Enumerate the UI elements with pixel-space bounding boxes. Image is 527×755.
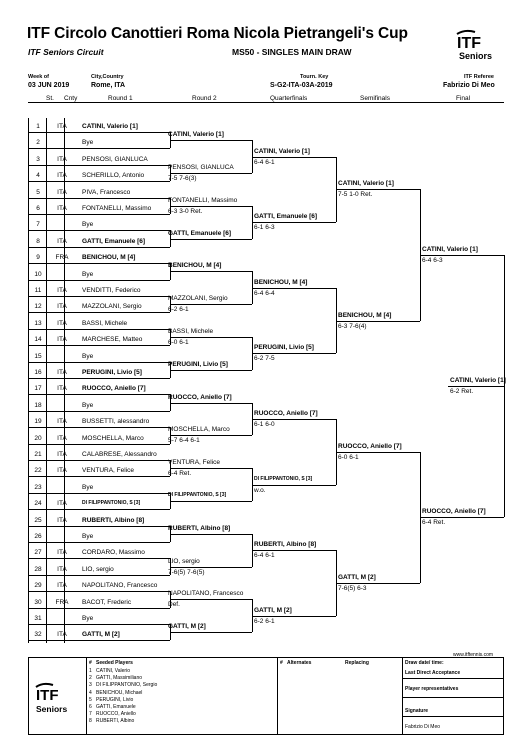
qf-line bbox=[252, 550, 336, 551]
round1-position: 20 bbox=[34, 434, 42, 442]
round2-score: 6-4 Ret. bbox=[168, 470, 192, 478]
alternates-header: Alternates bbox=[287, 660, 312, 666]
round2-line bbox=[170, 403, 252, 404]
round1-line bbox=[28, 460, 170, 461]
seed-number: 3 bbox=[89, 682, 92, 689]
round2-score: Def. bbox=[168, 601, 180, 609]
col-final: Final bbox=[456, 95, 471, 102]
week-label: Week of bbox=[28, 74, 49, 80]
round1-line bbox=[28, 296, 170, 297]
round1-position: 19 bbox=[34, 418, 42, 426]
round1-player: PENSOSI, GIANLUCA bbox=[82, 155, 148, 163]
round2-player: DI FILIPPANTONIO, S [3] bbox=[168, 492, 227, 498]
round1-player: Bye bbox=[82, 139, 94, 147]
qf-player: GATTI, M [2] bbox=[254, 606, 292, 614]
champion-name: CATINI, Valerio [1] bbox=[450, 377, 506, 385]
sf-line bbox=[336, 321, 420, 322]
round2-player: CATINI, Valerio [1] bbox=[168, 131, 224, 139]
round1-line bbox=[28, 444, 170, 445]
week-value: 03 JUN 2019 bbox=[28, 82, 70, 89]
round1-player: CORDARO, Massimo bbox=[82, 549, 145, 557]
round1-country: ITA bbox=[57, 516, 67, 524]
round1-line bbox=[28, 214, 170, 215]
round1-position: 11 bbox=[34, 287, 42, 294]
round1-position: 6 bbox=[36, 205, 40, 212]
round2-line bbox=[170, 435, 252, 436]
sf-player: RUOCCO, Aniello [7] bbox=[338, 442, 402, 450]
round2-line bbox=[170, 140, 252, 141]
round2-line bbox=[170, 206, 252, 207]
final-connector bbox=[504, 255, 505, 517]
qf-line bbox=[252, 222, 336, 223]
qf-player: CATINI, Valerio [1] bbox=[254, 147, 310, 155]
qf-score: 6-2 6-1 bbox=[254, 617, 275, 625]
seed-player-name: GATTI, Massimiliano bbox=[96, 675, 143, 682]
svg-text:Seniors: Seniors bbox=[459, 51, 493, 61]
key-label: Tourn. Key bbox=[300, 74, 329, 80]
round1-line bbox=[28, 148, 170, 149]
round1-position: 3 bbox=[36, 155, 40, 163]
round1-country: ITA bbox=[57, 434, 67, 442]
round1-line bbox=[28, 558, 170, 559]
round1-line bbox=[28, 411, 170, 412]
round1-position: 9 bbox=[36, 254, 40, 262]
round2-line bbox=[170, 567, 252, 568]
round1-line bbox=[28, 591, 170, 592]
round1-line bbox=[28, 247, 170, 248]
round2-player: MAZZOLANI, Sergio bbox=[168, 295, 228, 303]
seed-number: 2 bbox=[89, 675, 92, 682]
seed-player-name: DI FILIPPANTONIO, Sergio bbox=[96, 682, 158, 689]
round1-player: Bye bbox=[82, 533, 94, 540]
referee-label: ITF Referee bbox=[464, 74, 494, 80]
signature-label: Signature bbox=[405, 708, 429, 714]
round1-player: BACOT, Frederic bbox=[82, 598, 132, 606]
round1-country: ITA bbox=[57, 385, 67, 393]
svg-text:Seniors: Seniors bbox=[36, 704, 68, 714]
qf-player: BENICHOU, M [4] bbox=[254, 278, 308, 286]
round1-country: FRA bbox=[55, 254, 69, 262]
qf-score: 6-1 6-3 bbox=[254, 224, 275, 232]
round1-player: VENDITTI, Federico bbox=[82, 287, 141, 294]
round1-line bbox=[28, 509, 170, 510]
round1-player: NAPOLITANO, Francesco bbox=[82, 582, 158, 590]
round1-position: 27 bbox=[34, 549, 42, 557]
footer-row-line bbox=[402, 697, 504, 698]
col-cnty: Cnty bbox=[64, 95, 78, 102]
qf-score: w.o. bbox=[254, 486, 266, 494]
round1-player: Bye bbox=[82, 401, 94, 409]
round1-player: Bye bbox=[82, 483, 94, 491]
key-value: S-G2-ITA-03A-2019 bbox=[270, 82, 333, 89]
round1-country: ITA bbox=[57, 451, 67, 458]
seed-player-name: CATINI, Valerio bbox=[96, 668, 130, 674]
final-score: 6-4 Ret. bbox=[422, 519, 446, 527]
round2-score: 7-5 7-6(3) bbox=[168, 175, 197, 182]
sf-line bbox=[336, 452, 420, 453]
round2-score: 7-6(5) 7-6(5) bbox=[168, 568, 205, 576]
round1-position: 23 bbox=[34, 483, 42, 491]
website-text: www.itftennis.com bbox=[453, 652, 494, 658]
round2-line bbox=[170, 271, 252, 272]
last-da-label: Last Direct Acceptance bbox=[405, 670, 461, 676]
round1-position: 26 bbox=[34, 533, 42, 540]
round2-line bbox=[170, 501, 252, 502]
round1-position: 30 bbox=[34, 598, 42, 606]
seed-player-name: RUBERTI, Albino bbox=[96, 718, 135, 725]
page-title: ITF Circolo Canottieri Roma Nicola Pietrangeli's Cup bbox=[27, 25, 408, 42]
seeded-header: Seeded Players bbox=[96, 660, 133, 666]
round1-line bbox=[28, 165, 170, 166]
champion-score: 6-2 Ret. bbox=[450, 388, 474, 396]
sf-score: 7-6(5) 6-3 bbox=[338, 585, 367, 592]
qf-line bbox=[252, 353, 336, 354]
sf-score: 7-5 1-0 Ret. bbox=[338, 191, 373, 199]
final-player: CATINI, Valerio [1] bbox=[422, 246, 478, 253]
round1-line bbox=[28, 493, 170, 494]
round1-position: 14 bbox=[34, 336, 42, 344]
round2-player: MOSCHELLA, Marco bbox=[168, 426, 230, 434]
round1-position: 4 bbox=[36, 172, 40, 180]
sf-player: BENICHOU, M [4] bbox=[338, 311, 392, 319]
footer-divider bbox=[277, 657, 278, 735]
qf-player: GATTI, Emanuele [6] bbox=[254, 213, 318, 221]
replacing-header: Replacing bbox=[345, 660, 369, 666]
qf-line bbox=[252, 288, 336, 289]
qf-player: RUBERTI, Albino [8] bbox=[254, 541, 317, 549]
svg-text:ITF: ITF bbox=[36, 687, 59, 704]
qf-score: 6-4 6-4 bbox=[254, 289, 275, 297]
round1-player: DI FILIPPANTONIO, S [3] bbox=[82, 500, 141, 507]
round1-position: 29 bbox=[34, 582, 42, 590]
round2-line bbox=[170, 632, 252, 633]
round1-position: 25 bbox=[34, 516, 42, 524]
col-round2: Round 2 bbox=[192, 95, 217, 102]
round1-country: ITA bbox=[57, 418, 67, 426]
round2-player: RUOCCO, Aniello [7] bbox=[168, 393, 232, 401]
round1-player: GATTI, Emanuele [6] bbox=[82, 237, 146, 245]
round2-player: RUBERTI, Albino [8] bbox=[168, 524, 231, 532]
round1-player: CATINI, Valerio [1] bbox=[82, 123, 138, 130]
sf-line bbox=[336, 189, 420, 190]
round1-country: ITA bbox=[57, 582, 67, 590]
footer-row-line bbox=[402, 716, 504, 717]
svg-text:ITF: ITF bbox=[457, 35, 481, 52]
player-reps-label: Player representatives bbox=[405, 686, 459, 692]
round2-player: BASSI, Michele bbox=[168, 328, 214, 335]
qf-player: DI FILIPPANTONIO, S [3] bbox=[254, 475, 313, 482]
round2-line bbox=[170, 599, 252, 600]
round2-player: GATTI, Emanuele [6] bbox=[168, 229, 232, 237]
round1-country: ITA bbox=[57, 155, 67, 163]
round1-country: ITA bbox=[57, 237, 67, 245]
round1-player: MARCHESE, Matteo bbox=[82, 336, 143, 344]
round2-line bbox=[170, 337, 252, 338]
round2-score: 5-7 6-4 6-1 bbox=[168, 437, 200, 445]
round1-position: 5 bbox=[36, 188, 40, 196]
round1-country: ITA bbox=[57, 172, 67, 180]
round1-country: ITA bbox=[57, 631, 67, 639]
round1-position: 31 bbox=[34, 615, 42, 622]
sf-score: 6-0 6-1 bbox=[338, 453, 359, 461]
round1-player: BUSSETTI, alessandro bbox=[82, 418, 150, 426]
round2-line bbox=[170, 534, 252, 535]
col-st: St. bbox=[46, 95, 54, 102]
round1-position: 32 bbox=[34, 631, 42, 639]
sf-player: CATINI, Valerio [1] bbox=[338, 180, 394, 188]
round2-line bbox=[170, 239, 252, 240]
seed-number: 8 bbox=[89, 718, 92, 725]
round2-line bbox=[170, 370, 252, 371]
round1-country: ITA bbox=[57, 188, 67, 196]
signer-name: Fabrizio Di Meo bbox=[405, 724, 441, 730]
round1-player: BASSI, Michele bbox=[82, 319, 128, 327]
footer-divider bbox=[86, 657, 87, 735]
sf-player: GATTI, M [2] bbox=[338, 574, 376, 581]
round2-player: FONTANELLI, Massimo bbox=[168, 196, 238, 204]
round1-player: Bye bbox=[82, 221, 94, 229]
seed-number: 7 bbox=[89, 711, 92, 718]
col-quarterfinals: Quarterfinals bbox=[270, 95, 308, 102]
alternates-hash: # bbox=[280, 660, 283, 666]
qf-line bbox=[252, 485, 336, 486]
round1-country: ITA bbox=[57, 369, 67, 376]
round1-line bbox=[28, 230, 170, 231]
round1-line bbox=[28, 526, 170, 527]
header-underline bbox=[28, 102, 504, 103]
round2-player: PERUGINI, Livio [5] bbox=[168, 360, 228, 368]
round1-line bbox=[28, 378, 170, 379]
round1-player: Bye bbox=[82, 270, 94, 278]
itf-seniors-logo bbox=[455, 28, 505, 62]
footer-row-line bbox=[402, 678, 504, 679]
round1-line bbox=[28, 394, 170, 395]
round1-line bbox=[28, 132, 170, 133]
qf-score: 6-2 7-5 bbox=[254, 355, 275, 363]
round2-player: BENICHOU, M [4] bbox=[168, 262, 222, 270]
seed-player-name: BENICHOU, Michael bbox=[96, 689, 143, 696]
round1-line bbox=[28, 542, 170, 543]
round1-player: Bye bbox=[82, 615, 94, 622]
round1-line bbox=[28, 608, 170, 609]
round2-player: GATTI, M [2] bbox=[168, 623, 206, 631]
draw-date-label: Draw date/ time: bbox=[405, 660, 444, 666]
final-line bbox=[420, 255, 504, 256]
footer-itf-logo bbox=[33, 680, 83, 716]
round2-line bbox=[170, 304, 252, 305]
round1-line bbox=[28, 640, 170, 641]
round1-position: 7 bbox=[36, 221, 40, 229]
round2-player: NAPOLITANO, Francesco bbox=[168, 590, 244, 598]
round1-player: VENTURA, Felice bbox=[82, 467, 135, 475]
round1-position: 21 bbox=[34, 451, 42, 458]
round1-position: 28 bbox=[34, 565, 42, 573]
round1-country: ITA bbox=[57, 303, 67, 311]
round1-player: CALABRESE, Alessandro bbox=[82, 451, 157, 458]
seed-number: 5 bbox=[89, 696, 92, 703]
round1-line bbox=[28, 181, 170, 182]
round1-position: 24 bbox=[34, 500, 42, 508]
round1-line bbox=[28, 312, 170, 313]
seed-number: 1 bbox=[89, 668, 92, 674]
seeded-hash: # bbox=[89, 660, 92, 666]
round1-player: Bye bbox=[82, 352, 94, 360]
seed-player-name: PERUGINI, Livio bbox=[96, 696, 134, 703]
round1-country: ITA bbox=[57, 205, 67, 212]
round1-position: 12 bbox=[34, 303, 42, 311]
final-score: 6-4 6-3 bbox=[422, 257, 443, 264]
round1-line bbox=[28, 476, 170, 477]
round1-player: GATTI, M [2] bbox=[82, 631, 120, 639]
round1-country: ITA bbox=[57, 123, 67, 130]
qf-line bbox=[252, 157, 336, 158]
round1-position: 10 bbox=[34, 270, 42, 278]
round1-line bbox=[28, 362, 170, 363]
qf-line bbox=[252, 616, 336, 617]
round1-player: RUOCCO, Aniello [7] bbox=[82, 385, 146, 393]
circuit-name: ITF Seniors Circuit bbox=[28, 47, 104, 57]
round1-player: PERUGINI, Livio [5] bbox=[82, 369, 142, 376]
round1-country: ITA bbox=[57, 287, 67, 294]
round1-line bbox=[28, 345, 170, 346]
round1-line bbox=[28, 263, 170, 264]
round1-line bbox=[28, 427, 170, 428]
col-round1: Round 1 bbox=[108, 95, 133, 102]
round1-position: 15 bbox=[34, 352, 42, 360]
round1-position: 22 bbox=[34, 467, 42, 475]
final-line bbox=[420, 517, 504, 518]
qf-score: 6-4 6-1 bbox=[254, 158, 275, 166]
round1-player: PIVA, Francesco bbox=[82, 188, 131, 196]
round1-country: ITA bbox=[57, 500, 67, 508]
col-semifinals: Semifinals bbox=[360, 95, 390, 102]
seed-number: 6 bbox=[89, 704, 92, 710]
round1-player: BENICHOU, M [4] bbox=[82, 254, 136, 262]
round2-line bbox=[170, 173, 252, 174]
round2-score: 6-0 6-1 bbox=[168, 339, 189, 346]
round1-position: 2 bbox=[36, 139, 40, 147]
referee-value: Fabrizio Di Meo bbox=[443, 82, 495, 89]
qf-score: 6-4 6-1 bbox=[254, 552, 275, 560]
round2-player: VENTURA, Felice bbox=[168, 459, 221, 467]
seed-player-name: GATTI, Emanuele bbox=[96, 704, 136, 710]
qf-line bbox=[252, 419, 336, 420]
seed-player-name: RUOCCO, Aniello bbox=[96, 711, 136, 718]
sf-line bbox=[336, 583, 420, 584]
round1-line bbox=[28, 280, 170, 281]
round1-position: 18 bbox=[34, 401, 42, 409]
round1-country: ITA bbox=[57, 319, 67, 327]
round1-line bbox=[28, 198, 170, 199]
champion-line bbox=[448, 386, 504, 387]
round1-line bbox=[28, 575, 170, 576]
city-label: City,Country bbox=[91, 74, 124, 80]
round1-country: ITA bbox=[57, 336, 67, 344]
round2-player: PENSOSI, GIANLUCA bbox=[168, 164, 234, 171]
round1-player: MAZZOLANI, Sergio bbox=[82, 303, 142, 311]
seed-number: 4 bbox=[89, 689, 92, 696]
round1-position: 16 bbox=[34, 369, 42, 376]
footer-divider bbox=[402, 657, 403, 735]
round1-position: 1 bbox=[36, 123, 40, 130]
qf-score: 6-1 6-0 bbox=[254, 421, 275, 428]
final-player: RUOCCO, Aniello [7] bbox=[422, 508, 486, 516]
round1-player: FONTANELLI, Massimo bbox=[82, 205, 152, 212]
round1-country: ITA bbox=[57, 565, 67, 573]
round1-player: SCHERILLO, Antonio bbox=[82, 172, 145, 180]
round1-country: ITA bbox=[57, 467, 67, 475]
event-name: MS50 - SINGLES MAIN DRAW bbox=[232, 47, 352, 57]
round1-player: MOSCHELLA, Marco bbox=[82, 434, 144, 442]
round1-line bbox=[28, 329, 170, 330]
city-value: Rome, ITA bbox=[91, 82, 126, 89]
round2-score: 6-2 6-1 bbox=[168, 306, 189, 314]
round1-position: 13 bbox=[34, 319, 42, 327]
round1-player: RUBERTI, Albino [8] bbox=[82, 516, 145, 524]
round2-line bbox=[170, 468, 252, 469]
qf-player: PERUGINI, Livio [5] bbox=[254, 344, 314, 352]
round1-position: 17 bbox=[34, 385, 42, 393]
round1-country: ITA bbox=[57, 549, 67, 557]
round1-line bbox=[28, 624, 170, 625]
round2-player: LIO, sergio bbox=[168, 557, 200, 565]
round1-player: LIO, sergio bbox=[82, 565, 114, 573]
round1-country: FRA bbox=[55, 598, 69, 606]
sf-score: 6-3 7-6(4) bbox=[338, 322, 367, 330]
round1-position: 8 bbox=[36, 237, 40, 245]
qf-player: RUOCCO, Aniello [7] bbox=[254, 410, 318, 417]
round2-score: 6-3 3-0 Ret. bbox=[168, 207, 203, 215]
